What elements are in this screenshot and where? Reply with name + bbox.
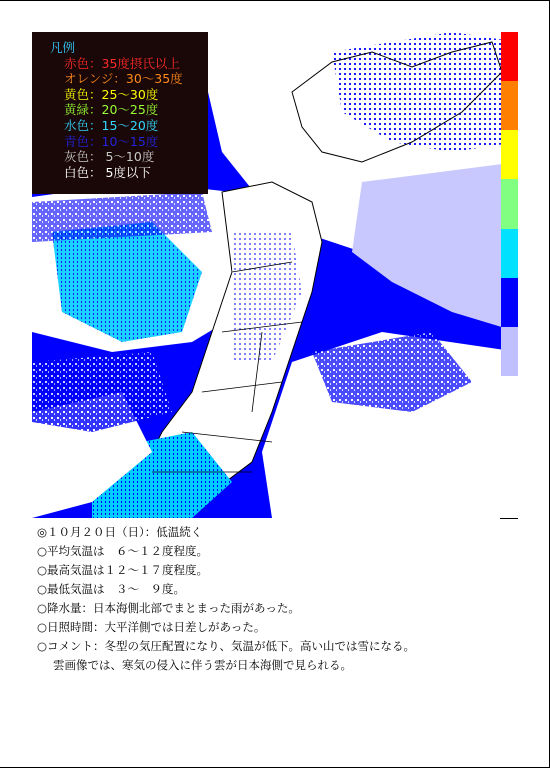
legend-item-blue: 青色：10〜15度 xyxy=(64,133,159,149)
legend-title: 凡例 xyxy=(50,40,76,55)
note-min-temp: ○最低気温は ３〜 ９度。 xyxy=(37,582,186,596)
note-average-temp: ○平均気温は ６〜１２度程度。 xyxy=(37,544,209,558)
color-swatch-yellow xyxy=(501,130,518,179)
note-comment-continued: 雲画像では、寒気の侵入に伴う雲が日本海側で見られる。 xyxy=(53,658,352,672)
note-max-temp: ○最高気温は１２〜１７度程度。 xyxy=(37,563,209,577)
legend-item-gray: 灰色： 5〜10度 xyxy=(64,149,155,165)
legend-item-yellow-green: 黄緑：20〜25度 xyxy=(64,102,159,118)
legend-item-red: 赤色：35度摂氏以上 xyxy=(64,55,180,71)
note-date-heading: ◎１０月２０日（日）：低温続く xyxy=(37,525,203,539)
color-swatch-gray xyxy=(501,327,518,376)
legend-item-yellow: 黄色：25〜30度 xyxy=(64,86,159,102)
color-swatch-light-blue xyxy=(501,229,518,278)
color-swatch-orange xyxy=(501,81,518,130)
color-swatch-yellow-green xyxy=(501,179,518,228)
legend-item-light-blue: 水色：15〜20度 xyxy=(64,117,159,133)
color-scale-bar xyxy=(501,32,518,376)
legend-item-white: 白色： 5度以下 xyxy=(64,164,151,180)
color-swatch-red xyxy=(501,32,518,81)
frame-top xyxy=(0,0,550,1)
legend-item-orange: オレンジ：30〜35度 xyxy=(64,71,183,87)
weather-notes xyxy=(37,523,537,675)
note-comment: ○コメント：冬型の気圧配置になり、気温が低下。高い山では雪になる。 xyxy=(37,639,416,653)
legend-box xyxy=(32,32,208,194)
color-swatch-blue xyxy=(501,278,518,327)
note-precipitation: ○降水量：日本海側北部でまとまった雨があった。 xyxy=(37,601,300,615)
note-sunshine: ○日照時間：大平洋側では日差しがあった。 xyxy=(37,620,266,634)
divider-tick xyxy=(500,518,518,519)
